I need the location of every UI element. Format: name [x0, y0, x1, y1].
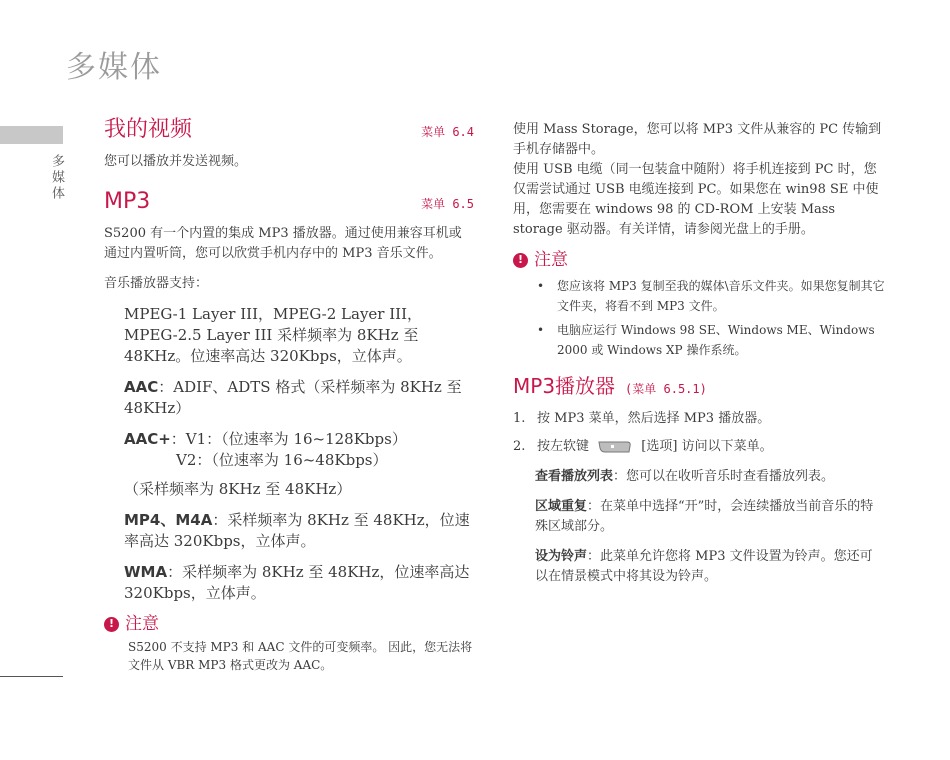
warning-icon: !: [513, 253, 528, 268]
left-softkey-icon: [597, 439, 633, 455]
format-text: ：采样频率为 8KHz 至 48KHz，位速率高达 320Kbps，立体声。: [124, 563, 470, 602]
step-2: [513, 437, 885, 457]
format-label: MP4、M4A: [124, 511, 213, 529]
section-title: MP3播放器: [513, 374, 616, 398]
section-desc: S5200 有一个内置的集成 MP3 播放器。通过使用兼容耳机或通过内置听筒，您可以欣赏手机内存中的 MP3 音乐文件。: [104, 226, 462, 261]
list-item: • 您应该将 MP3 复制至我的媒体\音乐文件夹。如果您复制其它文件夹，将看不到 MP3 文件。: [537, 276, 885, 316]
item-label: 区域重复: [535, 499, 588, 514]
left-column: [104, 117, 474, 674]
format-mpeg: MPEG-1 Layer III，MPEG-2 Layer III，MPEG-2.5 Layer III 采样频率为 8KHz 至 48KHz。位速率高达 320Kbps，立体声。: [124, 305, 423, 365]
usb-para: 使用 USB 电缆（同一包装盒中随附）将手机连接到 PC 时，您仅需尝试通过 USB 电缆连接到 PC。如果您在 win98 SE 中使用，您需要在 windows 98 的 CD-ROM 上安装 Mass storage 驱动器。有关详情，请参阅光盘上的手册。: [513, 162, 879, 237]
note-text: S5200 不支持 MP3 和 AAC 文件的可变频率。 因此，您无法将文件从 VBR MP3 格式更改为 AAC。: [128, 640, 473, 672]
step-number: 1.: [513, 411, 526, 426]
section-desc: 您可以播放并发送视频。: [104, 154, 248, 169]
item-text: ：您可以在收听音乐时查看播放列表。: [613, 469, 835, 484]
item-label: 查看播放列表: [535, 469, 614, 484]
step-text-a: 按左软键: [537, 439, 590, 454]
section-title: 我的视频: [104, 117, 193, 142]
format-label: AAC: [124, 378, 159, 396]
menu-number: 菜单 6.4: [421, 125, 474, 139]
format-aac: [104, 377, 474, 419]
warning-icon: !: [104, 617, 119, 632]
format-label: WMA: [124, 563, 168, 581]
item-label: 设为铃声: [535, 549, 588, 564]
step-text: 按 MP3 菜单，然后选择 MP3 播放器。: [537, 411, 771, 426]
chapter-title: 多媒体: [66, 50, 162, 85]
section-heading-mp3: [104, 189, 474, 214]
format-wma: [104, 562, 474, 604]
step-1: [513, 409, 885, 429]
mass-storage-para: 使用 Mass Storage，您可以将 MP3 文件从兼容的 PC 传输到手机存储器中。: [513, 122, 882, 157]
item-text: ：在菜单中选择“开”时，会连续播放当前音乐的特殊区域部分。: [535, 499, 874, 534]
section-title: MP3: [104, 189, 151, 214]
list-item: • 电脑应运行 Windows 98 SE、Windows ME、Windows 2000 或 Windows XP 操作系统。: [537, 320, 885, 360]
note-title: 注意: [534, 250, 568, 270]
note-bullets: [513, 276, 885, 360]
menu-item-playlist: [513, 467, 885, 487]
format-text: V2：（位速率为 16~48Kbps）: [176, 451, 388, 469]
bottom-divider: [0, 676, 63, 677]
menu-number: (菜单 6.5.1): [625, 382, 707, 396]
right-column: [513, 120, 885, 587]
section-heading-my-video: [104, 117, 474, 142]
format-text: ：采样频率为 8KHz 至 48KHz，位速率高达 320Kbps，立体声。: [124, 511, 470, 550]
format-text: ：ADIF、ADTS 格式（采样频率为 8KHz 至 48KHz）: [124, 378, 462, 417]
menu-item-ab-repeat: [513, 497, 885, 537]
step-text: [537, 437, 773, 457]
format-aacplus-sampling: （采样频率为 8KHz 至 48KHz）: [124, 480, 352, 498]
step-number: 2.: [513, 439, 526, 454]
format-text: ：V1：（位速率为 16~128Kbps）: [170, 430, 407, 448]
note-title: 注意: [125, 614, 159, 634]
item-text: ：此菜单允许您将 MP3 文件设置为铃声。您还可以在情景模式中将其设为铃声。: [535, 549, 873, 584]
section-heading-mp3-player: [513, 376, 885, 399]
note-heading: [104, 614, 474, 634]
note-heading: [513, 250, 885, 270]
side-tab-marker: [0, 126, 63, 144]
step-text-b: [选项] 访问以下菜单。: [641, 439, 773, 454]
side-label: 多媒体: [49, 154, 64, 202]
format-label: AAC+: [124, 430, 171, 448]
format-aacplus-v2: [104, 450, 474, 471]
menu-number: 菜单 6.5: [421, 197, 474, 211]
menu-item-set-ringtone: [513, 547, 885, 587]
format-aacplus: [104, 429, 474, 450]
format-mp4: [104, 510, 474, 552]
support-label: 音乐播放器支持：: [104, 276, 209, 291]
